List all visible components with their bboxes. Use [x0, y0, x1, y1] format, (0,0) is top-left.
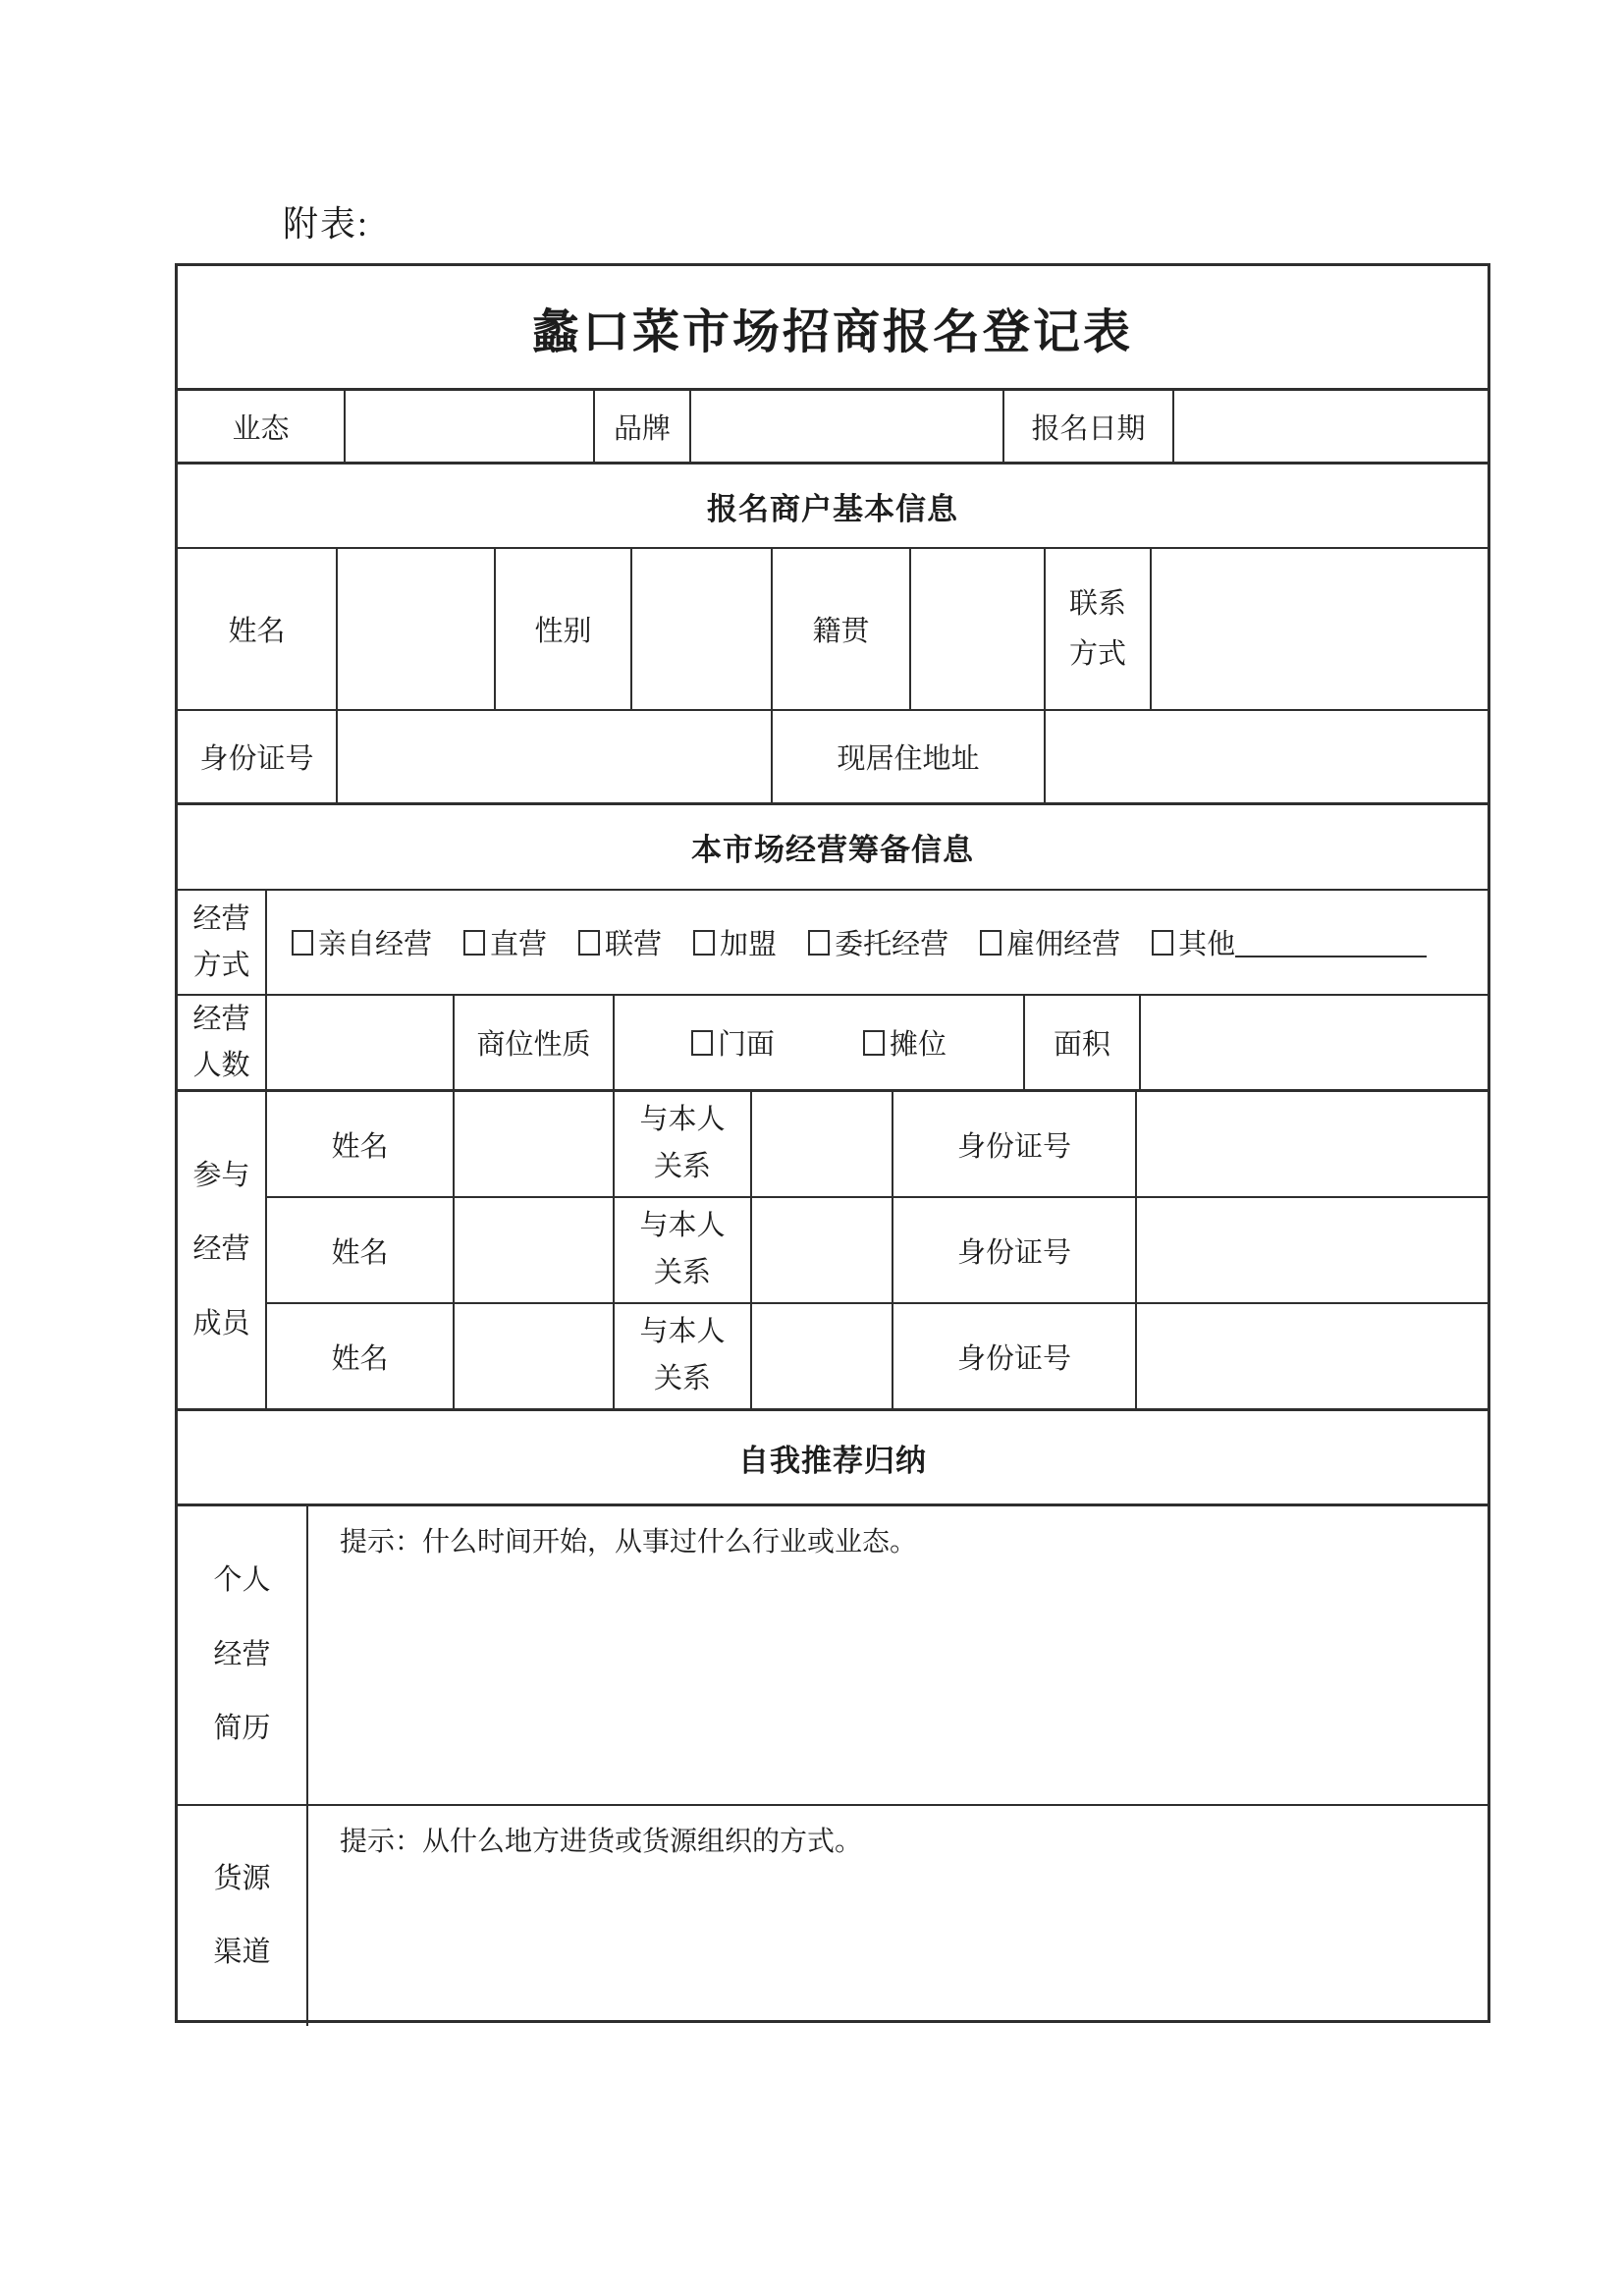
member-id-label: 身份证号 — [893, 1198, 1137, 1302]
checkbox-icon[interactable] — [693, 930, 715, 956]
member-name-input[interactable] — [455, 1304, 615, 1408]
gender-label: 性别 — [496, 549, 632, 709]
stall-type-options — [615, 996, 1025, 1089]
member-relation-input[interactable] — [752, 1198, 893, 1302]
id-number-label: 身份证号 — [178, 711, 338, 802]
form-title: 蠡口菜市场招商报名登记表 — [531, 305, 1133, 358]
resume-hint: 提示：什么时间开始，从事过什么行业或业态。 — [340, 1527, 918, 1558]
members-rows — [267, 1092, 1488, 1408]
checkbox-icon[interactable] — [1152, 930, 1173, 956]
area-input[interactable] — [1141, 996, 1488, 1089]
mode-option-entrusted[interactable]: 委托经营 — [808, 922, 948, 962]
staff-stall-row — [178, 996, 1488, 1092]
business-mode-row — [178, 891, 1488, 996]
checkbox-icon[interactable] — [578, 930, 600, 956]
resume-input-area[interactable] — [308, 1506, 1488, 1804]
contact-input[interactable] — [1152, 549, 1488, 709]
brand-input[interactable] — [691, 391, 1004, 462]
checkbox-icon[interactable] — [292, 930, 313, 956]
business-type-label: 业态 — [178, 391, 346, 462]
checkbox-icon[interactable] — [463, 930, 485, 956]
reg-date-input[interactable] — [1174, 391, 1488, 462]
contact-label: 联系 方式 — [1046, 549, 1152, 709]
member-relation-label: 与本人 关系 — [615, 1198, 752, 1302]
mode-option-other[interactable]: 其他 — [1152, 922, 1427, 962]
resume-label: 个人 经营 简历 — [178, 1506, 308, 1804]
members-group-label: 参与 经营 成员 — [178, 1092, 267, 1408]
address-input[interactable] — [1046, 711, 1488, 802]
member-relation-input[interactable] — [752, 1092, 893, 1196]
reg-date-label: 报名日期 — [1004, 391, 1174, 462]
section-row-self-intro — [178, 1411, 1488, 1506]
member-name-label: 姓名 — [267, 1198, 455, 1302]
top-fields-row — [178, 391, 1488, 465]
checkbox-icon[interactable] — [980, 930, 1001, 956]
name-label: 姓名 — [178, 549, 338, 709]
source-row — [178, 1806, 1488, 2026]
section-header-basic-info: 报名商户基本信息 — [707, 491, 958, 526]
business-type-input[interactable] — [346, 391, 595, 462]
registration-form-table — [175, 263, 1490, 2023]
checkbox-icon[interactable] — [863, 1030, 885, 1056]
members-block — [178, 1092, 1488, 1411]
staff-count-label: 经营 人数 — [178, 996, 267, 1089]
member-id-input[interactable] — [1137, 1092, 1488, 1196]
brand-label: 品牌 — [595, 391, 691, 462]
section-header-self-intro: 自我推荐归纳 — [738, 1443, 927, 1478]
id-number-input[interactable] — [338, 711, 773, 802]
member-name-input[interactable] — [455, 1092, 615, 1196]
member-name-label: 姓名 — [267, 1304, 455, 1408]
section-header-prep-info: 本市场经营筹备信息 — [691, 833, 974, 867]
source-input-area[interactable] — [308, 1806, 1488, 2026]
member-id-input[interactable] — [1137, 1304, 1488, 1408]
member-id-input[interactable] — [1137, 1198, 1488, 1302]
member-row — [267, 1304, 1488, 1408]
attachment-note: 附表: — [283, 204, 370, 244]
stall-type-label: 商位性质 — [455, 996, 615, 1089]
section-row-prep-info — [178, 805, 1488, 891]
member-id-label: 身份证号 — [893, 1304, 1137, 1408]
staff-count-input[interactable] — [267, 996, 455, 1089]
member-id-label: 身份证号 — [893, 1092, 1137, 1196]
source-label: 货源 渠道 — [178, 1806, 308, 2026]
member-row — [267, 1092, 1488, 1198]
source-hint: 提示：从什么地方进货或货源组织的方式。 — [340, 1827, 863, 1857]
name-input[interactable] — [338, 549, 496, 709]
member-name-label: 姓名 — [267, 1092, 455, 1196]
member-relation-label: 与本人 关系 — [615, 1092, 752, 1196]
mode-option-franchise[interactable]: 加盟 — [693, 922, 777, 962]
checkbox-icon[interactable] — [808, 930, 830, 956]
member-relation-input[interactable] — [752, 1304, 893, 1408]
section-row-basic-info — [178, 465, 1488, 549]
mode-option-employed[interactable]: 雇佣经营 — [980, 922, 1120, 962]
native-place-input[interactable] — [911, 549, 1046, 709]
person-row — [178, 549, 1488, 711]
member-row — [267, 1198, 1488, 1304]
business-mode-options — [267, 891, 1488, 994]
stall-option-booth[interactable]: 摊位 — [863, 1022, 947, 1063]
id-address-row — [178, 711, 1488, 805]
checkbox-icon[interactable] — [691, 1030, 713, 1056]
title-row — [178, 266, 1488, 391]
resume-row — [178, 1506, 1488, 1806]
area-label: 面积 — [1025, 996, 1141, 1089]
mode-option-direct[interactable]: 直营 — [463, 922, 547, 962]
native-place-label: 籍贯 — [773, 549, 911, 709]
business-mode-label: 经营 方式 — [178, 891, 267, 994]
member-relation-label: 与本人 关系 — [615, 1304, 752, 1408]
mode-option-joint[interactable]: 联营 — [578, 922, 662, 962]
other-fill-line[interactable] — [1235, 928, 1427, 957]
gender-input[interactable] — [632, 549, 773, 709]
mode-option-self-operated[interactable]: 亲自经营 — [292, 922, 432, 962]
stall-option-storefront[interactable]: 门面 — [691, 1022, 775, 1063]
address-label: 现居住地址 — [773, 711, 1046, 802]
member-name-input[interactable] — [455, 1198, 615, 1302]
